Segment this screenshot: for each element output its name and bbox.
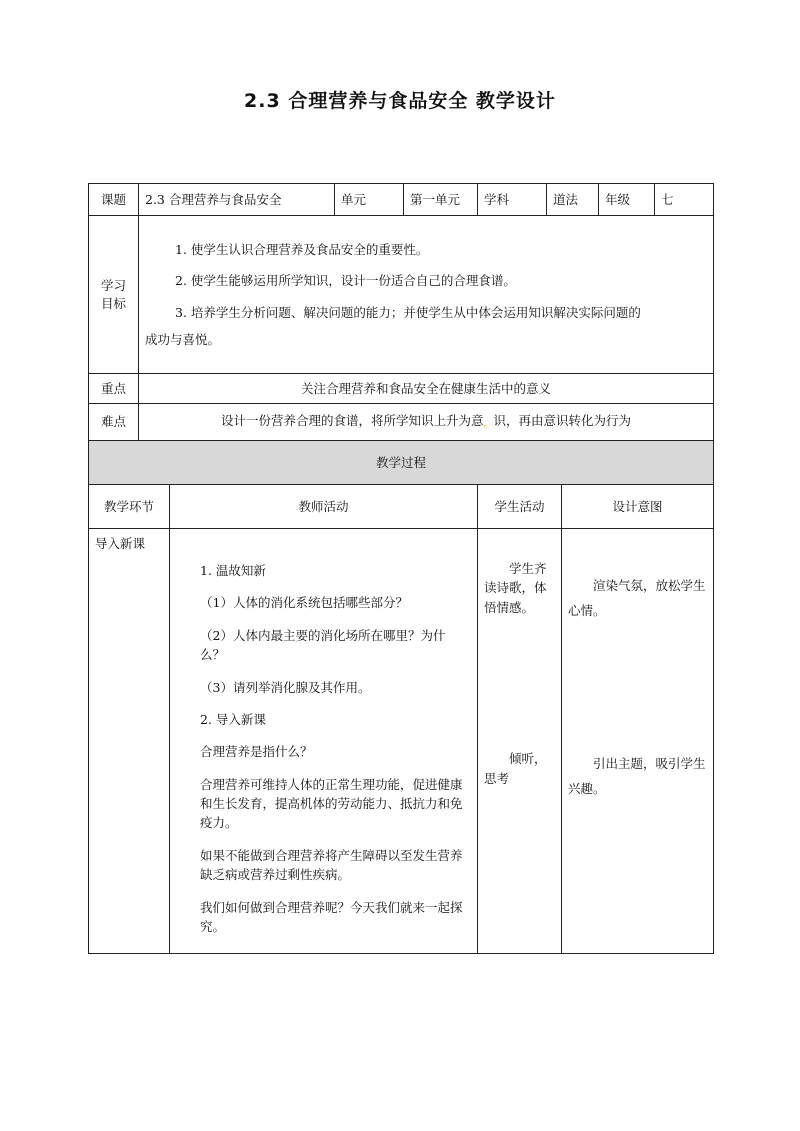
column-design: 设计意图 (562, 485, 714, 529)
design-d2: 引出主题，吸引学生兴趣。 (568, 756, 706, 796)
student-s2: 倾听，思考 (484, 751, 547, 786)
difficult-point-label: 难点 (89, 404, 139, 441)
key-point-value: 关注合理营养和食品安全在健康生活中的意义 (139, 374, 714, 404)
unit-value: 第一单元 (404, 184, 478, 216)
unit-label: 单元 (335, 184, 404, 216)
info-row (89, 184, 714, 216)
column-teacher: 教师活动 (170, 485, 478, 529)
objective-item-1: 1. 使学生认识合理营养及食品安全的重要性。 (175, 242, 429, 257)
teacher-p6: 合理营养是指什么？ (200, 744, 313, 760)
column-student: 学生活动 (478, 485, 562, 529)
teacher-p7: 合理营养可维持人体的正常生理功能，促进健康和生长发育，提高机体的劳动能力、抵抗力和免疫力。 (200, 776, 463, 831)
objectives-content (139, 216, 714, 374)
topic-label: 课题 (89, 184, 139, 216)
process-header-row (89, 441, 714, 485)
design-intent (562, 529, 714, 954)
subject-label: 学科 (478, 184, 547, 216)
teacher-p1: 1. 温故知新 (200, 563, 266, 578)
teacher-activity (170, 529, 478, 954)
stage-cell: 导入新课 (89, 529, 170, 954)
objective-item-3-cont: 成功与喜悦。 (145, 331, 221, 347)
student-activity (478, 529, 562, 954)
teacher-p2: （1）人体的消化系统包括哪些部分？ (200, 595, 408, 611)
teacher-p9: 我们如何做到合理营养呢？今天我们就来一起探究。 (200, 899, 463, 934)
topic-value: 2.3 合理营养与食品安全 (139, 184, 335, 216)
difficult-point-value (139, 404, 714, 441)
difficult-point-text-b: 识，再由意识转化为行为 (493, 413, 632, 428)
highlight-mark: 。 (483, 419, 494, 430)
difficult-point-row (89, 404, 714, 441)
grade-label: 年级 (599, 184, 655, 216)
lesson-plan-table (88, 183, 714, 954)
process-content-row (89, 529, 714, 954)
teacher-p3: （2）人体内最主要的消化场所在哪里？为什么？ (200, 627, 446, 663)
student-s1: 学生齐读诗歌，体悟情感。 (484, 561, 547, 615)
teacher-p5: 2. 导入新课 (200, 711, 266, 727)
difficult-point-text-a: 设计一份营养合理的食谱，将所学知识上升为意 (221, 413, 484, 428)
grade-value: 七 (655, 184, 714, 216)
objectives-label-line2: 目标 (100, 295, 126, 311)
column-stage: 教学环节 (89, 485, 170, 529)
key-point-label: 重点 (89, 374, 139, 404)
design-d1: 渲染气氛，放松学生心情。 (568, 578, 706, 618)
objectives-label (89, 216, 139, 374)
teacher-p4: （3）请列举消化腺及其作用。 (200, 679, 371, 695)
document-title: 2.3 合理营养与食品安全 教学设计 (244, 90, 556, 112)
subject-value: 道法 (547, 184, 599, 216)
objectives-row (89, 216, 714, 374)
teacher-p8: 如果不能做到合理营养将产生障碍以至发生营养缺乏病或营养过剩性疾病。 (200, 847, 463, 883)
process-columns-row (89, 485, 714, 529)
objective-item-2: 2. 使学生能够运用所学知识，设计一份适合自己的合理食谱。 (175, 273, 516, 289)
objectives-label-line1: 学习 (100, 278, 126, 293)
process-header: 教学过程 (89, 441, 714, 485)
objective-item-3: 3. 培养学生分析问题、解决问题的能力；并使学生从中体会运用知识解决实际问题的 (175, 304, 641, 320)
key-point-row (89, 374, 714, 404)
